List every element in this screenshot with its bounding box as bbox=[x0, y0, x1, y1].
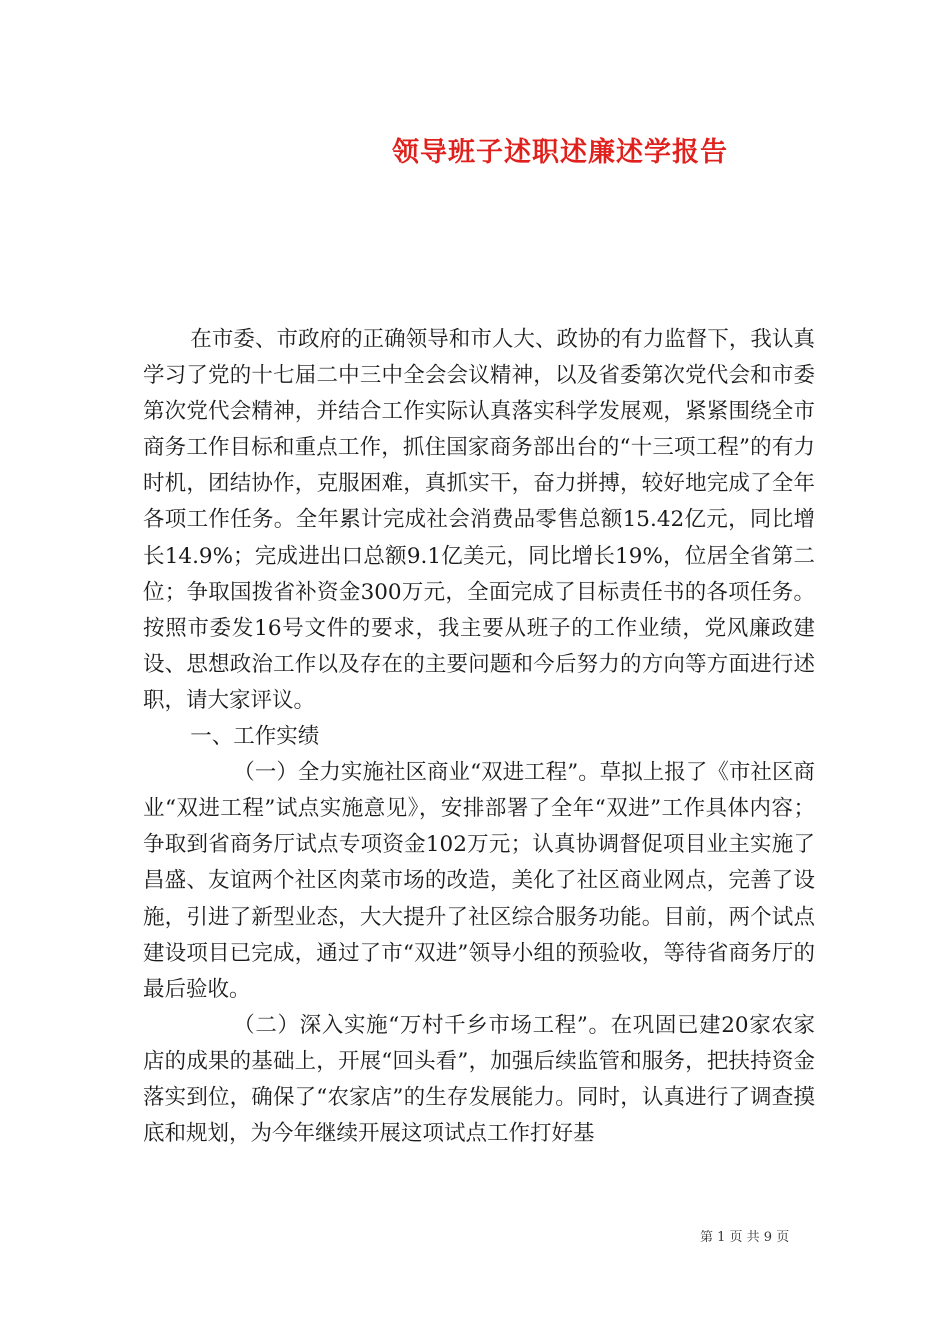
section-heading-work-results: 一、工作实绩 bbox=[190, 724, 320, 750]
document-body bbox=[143, 322, 815, 1152]
intro-paragraph: 在市委、市政府的正确领导和市人大、政协的有力监督下，我认真学习了党的十七届二中三中全会会议精神，以及省委第次党代会和市委第次党代会精神，并结合工作实际认真落实科学发展观，紧紧围绕全市商务工作目标和重点工作，抓住国家商务部出台的“十三项工程”的有力时机，团结协作，克服困难，真抓实干，奋力拼搏，较好地完成了全年各项工作任务。全年累计完成社会消费品零售总额15.42亿元，同比增长14.9%；完成进出口总额9.1亿美元，同比增长19%，位居全省第二位；争取国拨省补资金300万元，全面完成了目标责任书的各项任务。按照市委发16号文件的要求，我主要从班子的工作业绩，党风廉政建设、思想政治工作以及存在的主要问题和今后努力的方向等方面进行述职，请大家评议。 bbox=[143, 327, 815, 713]
paragraph-community-commerce: （一）全力实施社区商业“双进工程”。草拟上报了《市社区商业“双进工程”试点实施意见》，安排部署了全年“双进”工作具体内容；争取到省商务厅试点专项资金102万元；认真协调督促项目业主实施了昌盛、友谊两个社区肉菜市场的改造，美化了社区商业网点，完善了设施，引进了新型业态，大大提升了社区综合服务功能。目前，两个试点建设项目已完成，通过了市“双进”领导小组的预验收，等待省商务厅的最后验收。 bbox=[143, 760, 815, 1002]
paragraph-village-market: （二）深入实施“万村千乡市场工程”。在巩固已建20家农家店的成果的基础上，开展“回头看”，加强后续监管和服务，把扶持资金落实到位，确保了“农家店”的生存发展能力。同时，认真进行了调查摸底和规划，为今年继续开展这项试点工作打好基 bbox=[143, 1012, 815, 1147]
document-title: 领导班子述职述廉述学报告 bbox=[392, 137, 728, 168]
page-number-footer: 第 1 页 共 9 页 bbox=[700, 1230, 790, 1245]
